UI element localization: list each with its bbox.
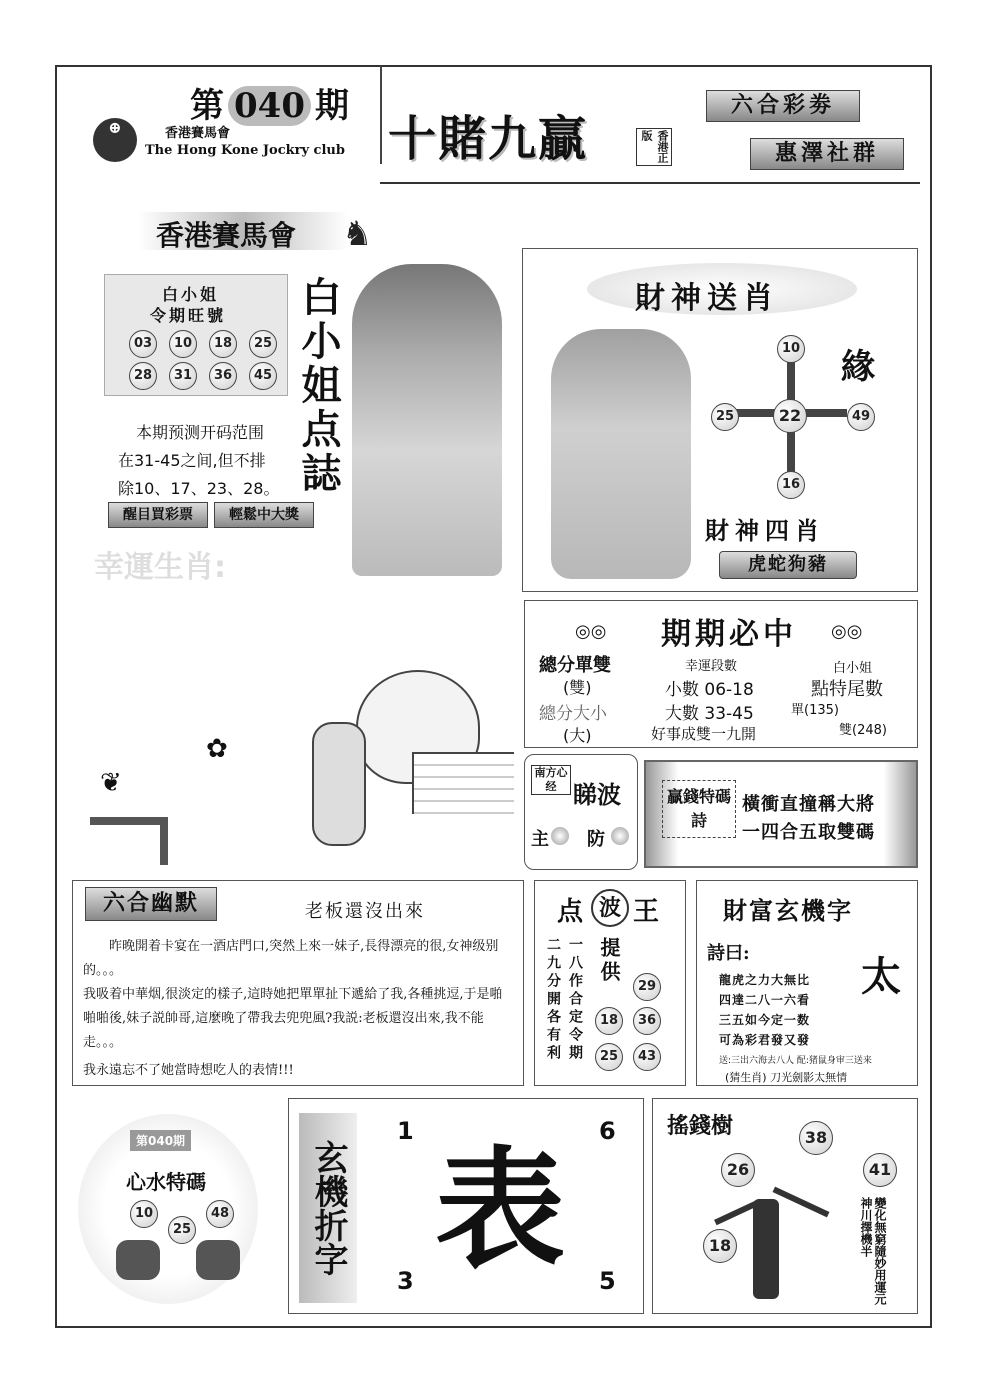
cartoon-man <box>312 722 366 846</box>
humor-para-3: 我永遠忘不了她當時想吃人的表情!!! <box>83 1063 294 1078</box>
vertical-miss-bai: 白小姐点誌 <box>295 276 342 496</box>
sure-r4-b: 好事成雙一九開 <box>651 725 757 743</box>
riddle-line-1: 龍虎之力大無比 <box>719 973 811 987</box>
god-zodiac: 虎蛇狗豬 <box>719 551 857 579</box>
header-divider <box>380 66 382 164</box>
sure-r3-b: 大數 33-45 <box>665 704 754 724</box>
coin-icon-right: ◎◎ <box>831 621 863 642</box>
boxing-glove-left-icon <box>116 1240 160 1280</box>
issue-number: 040 <box>228 86 311 126</box>
lucky-ball-4: 25 <box>249 330 277 358</box>
slogan-2: 輕鬆中大獎 <box>214 502 314 528</box>
sure-r1-a: 總分單雙 <box>539 655 611 676</box>
cartoon-steps <box>412 752 514 814</box>
panel-poem <box>644 760 918 868</box>
predict-line-3: 除10、17、23、28。 <box>118 479 280 498</box>
riddle-note-1: 送:三出六海去八人 配:猪鼠身审三送来 <box>719 1056 872 1066</box>
riddle-line-2: 四達二八一六看 <box>719 993 811 1007</box>
boxing-glove-right-icon <box>196 1240 240 1280</box>
model-figure <box>352 264 502 576</box>
king-title-1: 点 <box>557 897 584 927</box>
lucky-ball-2: 10 <box>169 330 197 358</box>
poem-line-1: 橫衝直撞稱大將 <box>742 794 875 815</box>
panel-watch-wave <box>524 754 638 870</box>
panel-sure-hit <box>524 600 918 748</box>
lucky-ball-1: 03 <box>129 330 157 358</box>
humor-subtitle: 老板還沒出來 <box>305 901 425 922</box>
hk-title: 香港賽馬會 <box>156 219 297 252</box>
cartoon-bracket <box>90 817 168 865</box>
sure-r2-b: 小數 06-18 <box>665 680 754 700</box>
king-ball-2: 18 <box>595 1007 623 1035</box>
king-col-2: 一八作合定令期 <box>567 937 583 1063</box>
humor-para-1: 昨晚開着卡宴在一酒店門口,突然上來一妹子,長得漂亮的很,女神级别的。。。 <box>83 939 499 978</box>
tree-ball-3: 41 <box>863 1153 897 1187</box>
split-side-label: 玄機折字 <box>299 1113 357 1303</box>
heart-ball-2: 25 <box>168 1216 196 1244</box>
panel-money-tree <box>652 1098 918 1314</box>
panel-humor <box>72 880 524 1086</box>
sure-r2-c: 點特尾數 <box>811 679 883 700</box>
panel-split-char <box>288 1098 644 1314</box>
riddle-note-2: (猜生肖) 刀光劍影太無情 <box>725 1071 848 1084</box>
sprout-icon: ❦ <box>100 768 122 798</box>
heart-ball-1: 10 <box>130 1200 158 1228</box>
heart-ball-3: 48 <box>206 1200 234 1228</box>
issue-suffix: 期 <box>314 86 349 126</box>
main-title: 十賭九贏 <box>388 111 589 167</box>
lucky-title: 白小姐 <box>162 285 220 304</box>
tree-branch-right <box>773 1187 830 1218</box>
sure-title: 期期必中 <box>661 617 797 652</box>
tree-trunk <box>753 1199 779 1299</box>
star-center: 22 <box>773 399 807 433</box>
riddle-line-4: 可為彩君發又發 <box>719 1033 811 1047</box>
king-ball-1: 29 <box>633 973 661 1001</box>
cartoon-panel <box>72 602 516 874</box>
split-num-1: 1 <box>397 1117 414 1145</box>
sure-r1-b: 幸運段數 <box>685 659 738 674</box>
wave-attack: 主 <box>531 829 549 850</box>
wave-title: 睇波 <box>573 780 621 809</box>
lucky-ball-7: 36 <box>209 362 237 390</box>
panel-god-of-wealth <box>522 248 918 592</box>
issue-header <box>190 78 360 126</box>
poem-line-2: 一四合五取雙碼 <box>742 822 875 843</box>
god-subtitle: 財神四肖 <box>705 516 825 545</box>
header-rule <box>380 182 920 184</box>
star-top: 10 <box>777 335 805 363</box>
wave-defend-ball <box>611 827 629 845</box>
faded-lucky-zodiac: 幸運生肖: <box>94 550 226 585</box>
riddle-big-char: 太 <box>861 953 901 1000</box>
predict-line-2: 在31-45之间,但不排 <box>118 451 266 470</box>
king-ball-5: 43 <box>633 1043 661 1071</box>
star-bottom: 16 <box>777 471 805 499</box>
sure-r1-c: 白小姐 <box>833 661 873 676</box>
butterfly-icon: ✿ <box>206 734 228 764</box>
authentic-stamp: 香港正版 <box>636 128 672 166</box>
humor-para-2: 我吸着中華烟,很淡定的樣子,這時她把單單扯下遞給了我,各種挑逗,于是啪啪啪後,妹子説帥哥,這麼晚了帶我去兜兜風?我説:老板還沒出來,我不能走。。。 <box>83 987 503 1050</box>
riddle-line-3: 三五如今定一数 <box>719 1013 811 1027</box>
poem-label: 贏錢特碼詩 <box>662 780 736 838</box>
wave-defend: 防 <box>587 829 605 850</box>
club-name-cn: 香港賽馬會 <box>165 126 231 141</box>
sure-r4-c: 雙(248) <box>839 723 887 738</box>
tree-ball-2: 26 <box>721 1153 755 1187</box>
lucky-subtitle: 令期旺號 <box>150 306 227 325</box>
split-big-char: 表 <box>435 1133 566 1286</box>
tree-ball-1: 38 <box>799 1121 833 1155</box>
riddle-poem-head: 詩曰: <box>707 943 750 964</box>
riddle-title: 財富玄機字 <box>723 896 853 925</box>
king-title-2: 波 <box>591 889 629 927</box>
king-col-1: 二九分開各有利 <box>545 937 561 1063</box>
split-num-4: 5 <box>599 1267 616 1295</box>
split-num-2: 6 <box>599 1117 616 1145</box>
king-ball-3: 36 <box>633 1007 661 1035</box>
sure-r2-a: (雙) <box>563 678 592 697</box>
tree-ball-4: 18 <box>703 1229 737 1263</box>
horse-icon: ♞ <box>342 214 373 254</box>
humor-title: 六合幽默 <box>85 887 217 921</box>
club-name-en: The Hong Kone Jockry club <box>145 143 345 158</box>
heart-title: 心水特碼 <box>126 1170 206 1194</box>
club-logo-icon: ⊕ <box>93 118 137 162</box>
predict-line-1: 本期预测开码范围 <box>136 423 265 442</box>
king-ball-4: 25 <box>595 1043 623 1071</box>
tree-title: 搖錢樹 <box>667 1113 734 1139</box>
fate-char: 緣 <box>841 347 875 387</box>
panel-heart-pick <box>72 1100 272 1310</box>
badge-community: 惠澤社群 <box>750 138 904 170</box>
badge-mark-six: 六合彩劵 <box>706 90 860 122</box>
slogan-1: 醒目買彩票 <box>108 502 208 528</box>
sure-r3-c: 單(135) <box>791 703 839 718</box>
star-left: 25 <box>711 403 739 431</box>
coin-icon-left: ◎◎ <box>575 621 607 642</box>
panel-riddle <box>696 880 918 1086</box>
god-title: 財神送肖 <box>635 281 779 316</box>
panel-wave-king <box>534 880 686 1086</box>
lucky-ball-6: 31 <box>169 362 197 390</box>
panel-hk-jockey <box>72 192 508 596</box>
sure-r4-a: (大) <box>563 726 592 745</box>
lucky-ball-3: 18 <box>209 330 237 358</box>
heart-issue: 第040期 <box>130 1130 191 1151</box>
sure-r3-a: 總分大小 <box>539 704 607 724</box>
god-figure <box>551 329 691 579</box>
split-num-3: 3 <box>397 1267 414 1295</box>
star-right: 49 <box>847 403 875 431</box>
wave-attack-ball <box>551 827 569 845</box>
lucky-ball-8: 45 <box>249 362 277 390</box>
tree-verse: 變化無窮隨妙用運元神川擇機半 <box>859 1197 887 1305</box>
issue-prefix: 第 <box>190 86 224 126</box>
wave-tag: 南方心经 <box>531 765 571 795</box>
lucky-ball-5: 28 <box>129 362 157 390</box>
king-provide: 提供 <box>597 937 621 985</box>
king-title-3: 王 <box>633 897 660 927</box>
